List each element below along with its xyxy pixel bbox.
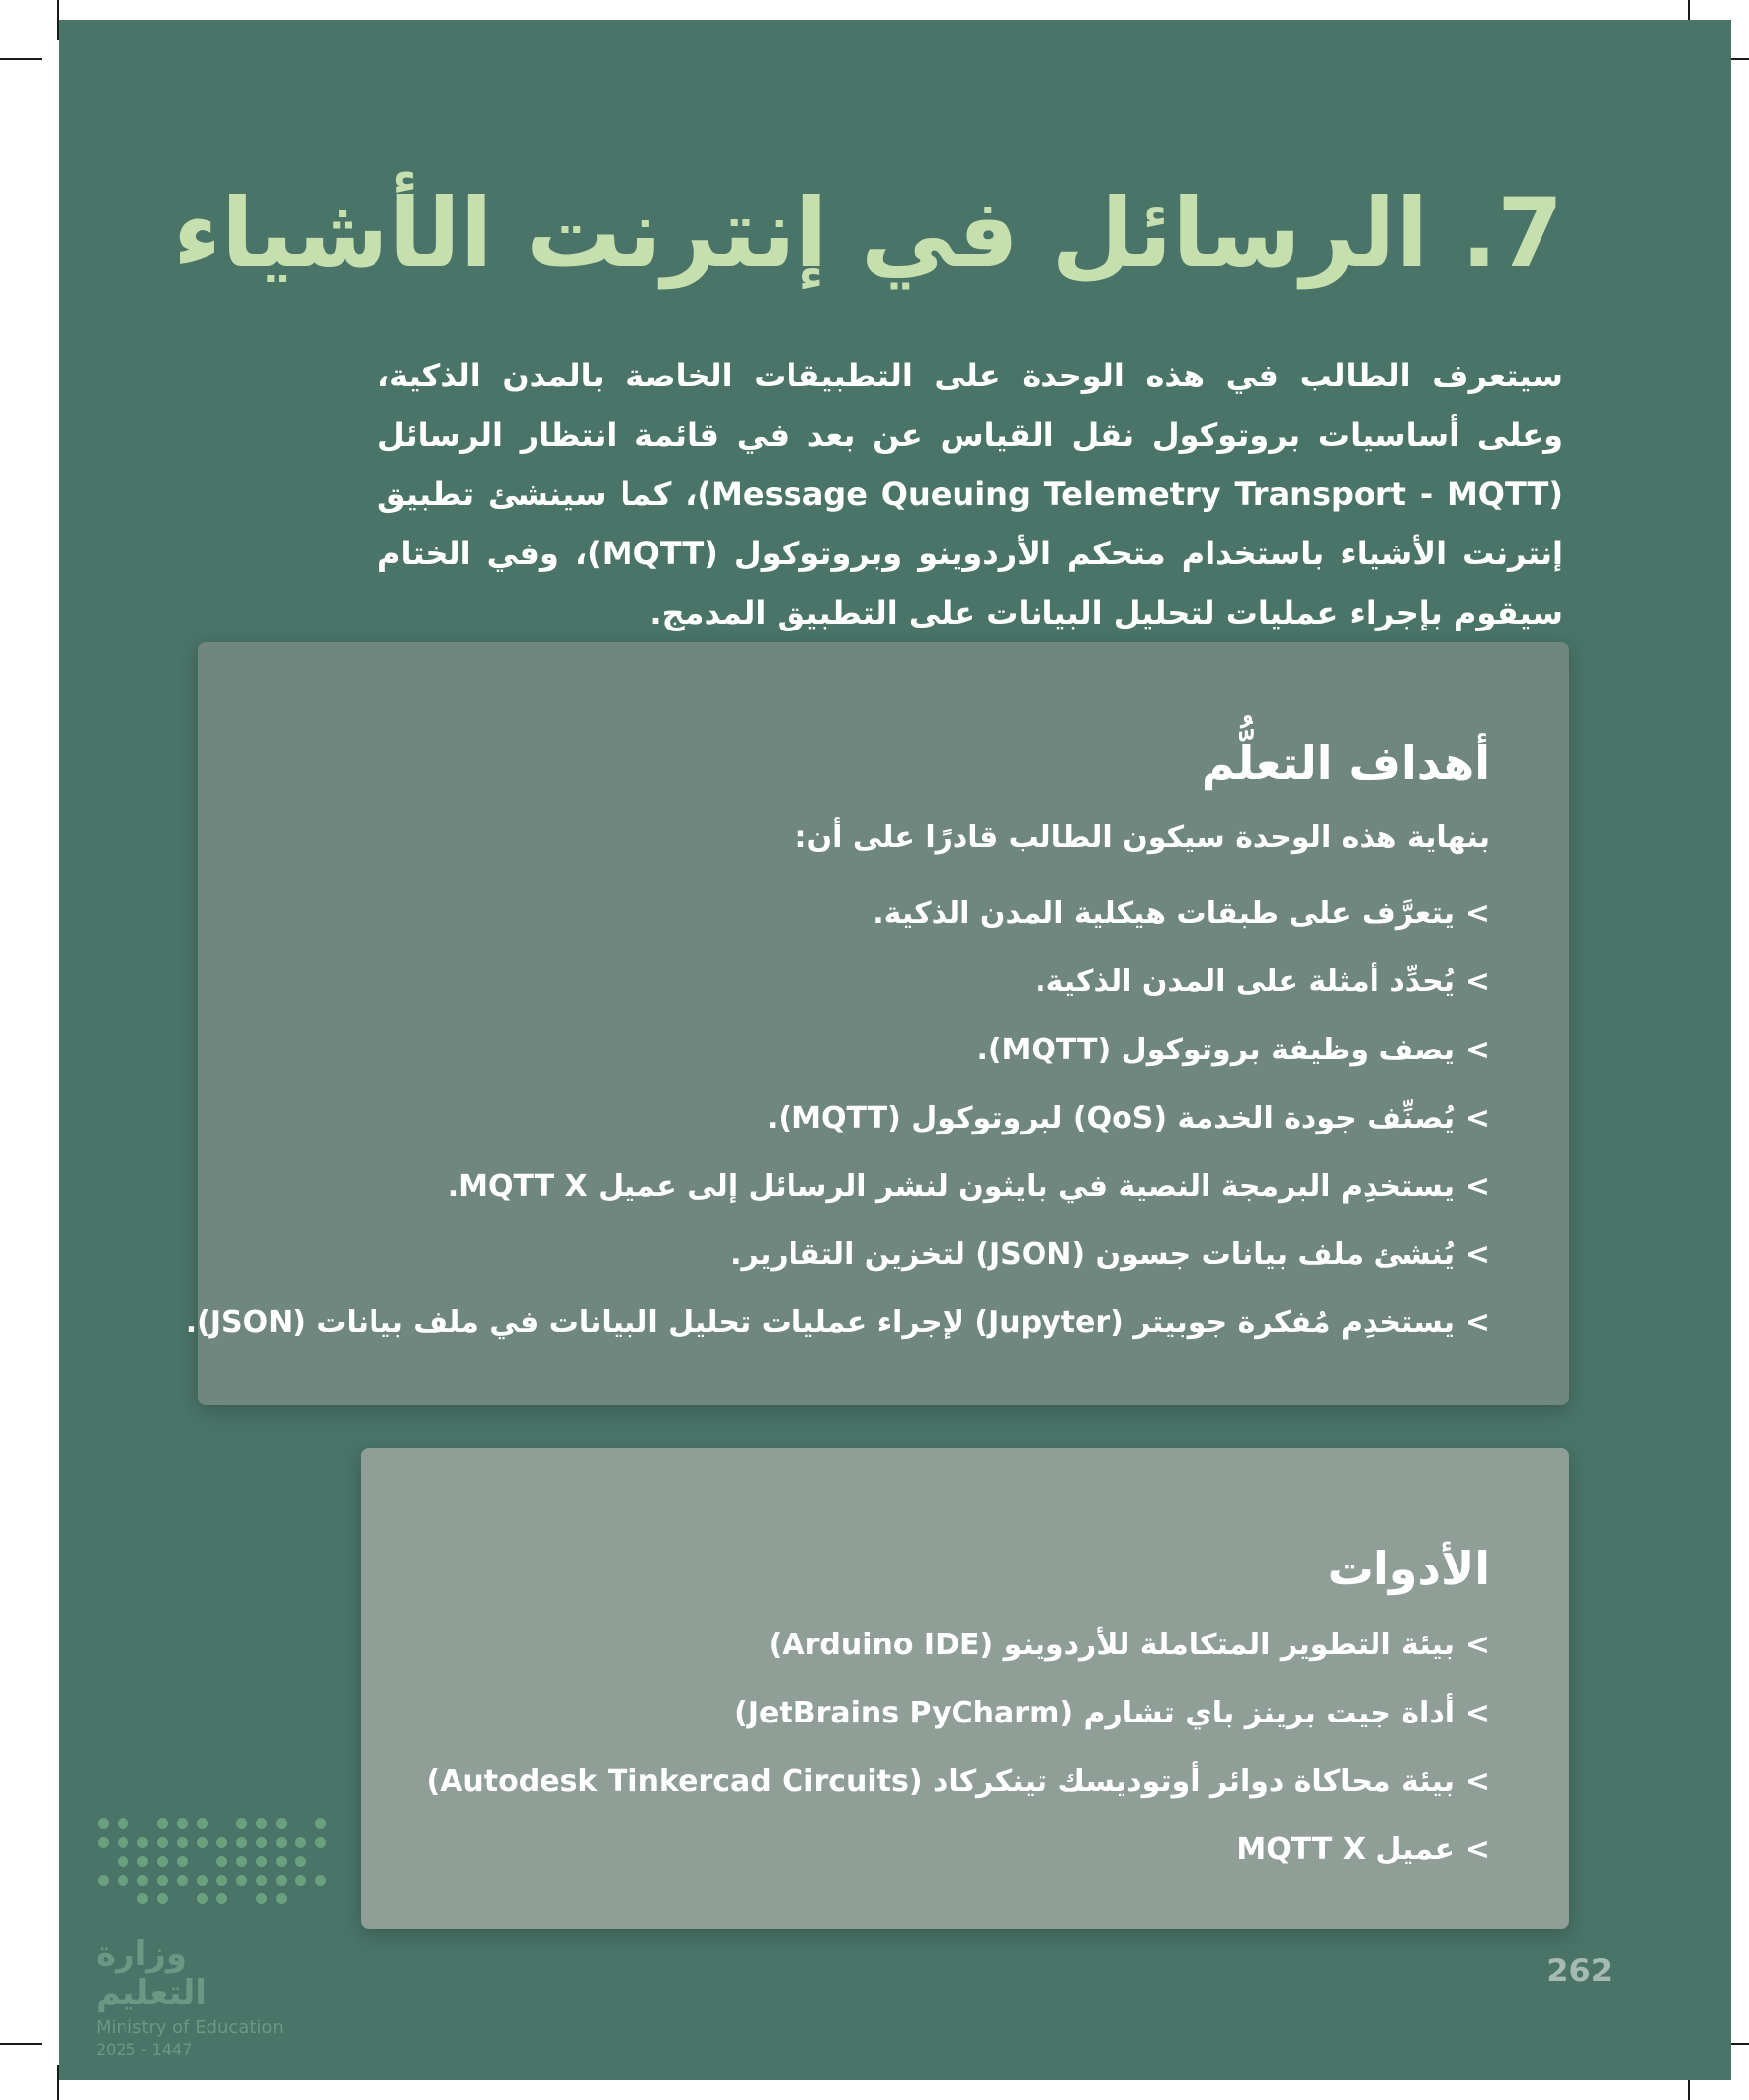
list-item <box>186 948 1490 1016</box>
logo-dot <box>98 1837 109 1848</box>
logo-year-text: 2025 - 1447 <box>96 2040 193 2058</box>
logo-english-text: Ministry of Education <box>96 2017 284 2038</box>
learning-goals-intro: بنهاية هذه الوحدة سيكون الطالب قادرًا على أن: <box>794 820 1490 855</box>
crop-mark <box>0 2043 42 2045</box>
logo-dot <box>118 1818 128 1829</box>
logo-dot <box>276 1856 287 1867</box>
list-item <box>186 1016 1490 1084</box>
chevron-icon <box>1462 1747 1490 1815</box>
chevron-icon <box>1462 1084 1490 1152</box>
logo-dot <box>315 1837 326 1848</box>
logo-dot <box>177 1818 188 1829</box>
logo-dot <box>157 1856 168 1867</box>
logo-dot <box>197 1837 208 1848</box>
logo-dot <box>256 1837 267 1848</box>
logo-dot <box>236 1856 247 1867</box>
logo-dot <box>315 1818 326 1829</box>
logo-dot <box>315 1875 326 1886</box>
logo-dot <box>197 1818 208 1829</box>
logo-dot <box>236 1875 247 1886</box>
logo-dot <box>157 1837 168 1848</box>
logo-dot <box>256 1893 267 1904</box>
logo-dot <box>177 1856 188 1867</box>
goal-text: يستخدِم البرمجة النصية في بايثون لنشر الرسائل إلى عميل MQTT X. <box>447 1169 1455 1204</box>
logo-arabic-text: وزارة التعليم <box>96 1934 207 2013</box>
logo-dot <box>295 1837 306 1848</box>
logo-dot <box>137 1837 148 1848</box>
crop-mark <box>0 58 42 60</box>
list-item <box>186 1084 1490 1152</box>
tool-text: بيئة محاكاة دوائر أوتوديسك تينكركاد (Autodesk Tinkercad Circuits) <box>426 1764 1455 1799</box>
list-item <box>427 1747 1491 1815</box>
logo-dot <box>118 1856 128 1867</box>
tools-heading: الأدوات <box>1327 1542 1490 1595</box>
logo-dot <box>137 1893 148 1904</box>
chevron-icon <box>1462 1152 1490 1220</box>
list-item <box>186 1152 1490 1220</box>
list-item <box>427 1611 1491 1679</box>
logo-dot <box>98 1818 109 1829</box>
chevron-icon <box>1462 880 1490 948</box>
page-title: 7. الرسائل في إنترنت الأشياء <box>172 178 1563 289</box>
list-item <box>427 1815 1491 1884</box>
logo-dot <box>177 1837 188 1848</box>
logo-dot <box>256 1875 267 1886</box>
logo-dot <box>157 1818 168 1829</box>
page <box>59 20 1731 2080</box>
tools-box <box>361 1448 1569 1929</box>
intro-paragraph: سيتعرف الطالب في هذه الوحدة على التطبيقات الخاصة بالمدن الذكية، وعلى أساسيات بروتوكول نقل القياس عن بعد في قائمة انتظار الرسائل (Message Queuing Telemetry Transport - MQTT)، كما سينشئ تطبيق إنترنت الأشياء باستخدام متحكم الأردوينو وبروتوكول (MQTT)، وفي الختام سيقوم بإجراء عمليات لتحليل البيانات على التطبيق المدمج. <box>377 357 1564 631</box>
goal-text: يصف وظيفة بروتوكول (MQTT). <box>976 1033 1455 1067</box>
logo-dot <box>256 1818 267 1829</box>
logo-dot <box>137 1856 148 1867</box>
logo-dot <box>276 1893 287 1904</box>
logo-dot <box>216 1856 227 1867</box>
ministry-logo <box>96 1818 343 2058</box>
goal-text: يُحدِّد أمثلة على المدن الذكية. <box>1035 965 1455 999</box>
goal-text: يُصنِّف جودة الخدمة (QoS) لبروتوكول (MQTT). <box>767 1101 1455 1135</box>
chevron-icon <box>1462 1289 1490 1357</box>
chevron-icon <box>1462 1611 1490 1679</box>
logo-dot <box>177 1875 188 1886</box>
logo-dot <box>256 1856 267 1867</box>
logo-dot <box>236 1818 247 1829</box>
logo-dot <box>137 1875 148 1886</box>
logo-dot <box>197 1875 208 1886</box>
logo-dot <box>98 1875 109 1886</box>
logo-dot <box>197 1893 208 1904</box>
list-item <box>186 1220 1490 1289</box>
tool-text: أداة جيت برينز باي تشارم (JetBrains PyCharm) <box>734 1696 1455 1730</box>
list-item <box>186 1289 1490 1357</box>
logo-dot <box>118 1875 128 1886</box>
logo-dot <box>276 1875 287 1886</box>
list-item <box>427 1679 1491 1747</box>
learning-goals-list <box>186 880 1490 1357</box>
tools-list <box>427 1611 1491 1884</box>
logo-dot <box>276 1837 287 1848</box>
logo-dot <box>276 1818 287 1829</box>
goal-text: يستخدِم مُفكرة جوبيتر (Jupyter) لإجراء عمليات تحليل البيانات في ملف بيانات (JSON). <box>185 1305 1455 1340</box>
chevron-icon <box>1462 1220 1490 1289</box>
learning-goals-heading: أهداف التعلُّم <box>1201 736 1490 790</box>
chevron-icon <box>1462 948 1490 1016</box>
logo-dot <box>295 1875 306 1886</box>
logo-dot <box>157 1875 168 1886</box>
logo-dot <box>236 1837 247 1848</box>
learning-goals-box <box>185 642 1569 1405</box>
logo-dot <box>216 1893 227 1904</box>
tool-text: عميل MQTT X <box>1236 1832 1455 1867</box>
chevron-icon <box>1462 1016 1490 1084</box>
chevron-icon <box>1462 1815 1490 1884</box>
logo-dot <box>216 1837 227 1848</box>
logo-dot <box>157 1893 168 1904</box>
page-number: 262 <box>1546 1952 1613 1989</box>
chevron-icon <box>1462 1679 1490 1747</box>
logo-dot <box>295 1856 306 1867</box>
list-item <box>186 880 1490 948</box>
logo-dot <box>118 1837 128 1848</box>
logo-dot <box>216 1875 227 1886</box>
goal-text: يتعرَّف على طبقات هيكلية المدن الذكية. <box>873 896 1455 931</box>
goal-text: يُنشئ ملف بيانات جسون (JSON) لتخزين التقارير. <box>730 1237 1455 1272</box>
logo-dots-icon <box>98 1818 325 1904</box>
tool-text: بيئة التطوير المتكاملة للأردوينو (Arduino IDE) <box>768 1628 1455 1662</box>
